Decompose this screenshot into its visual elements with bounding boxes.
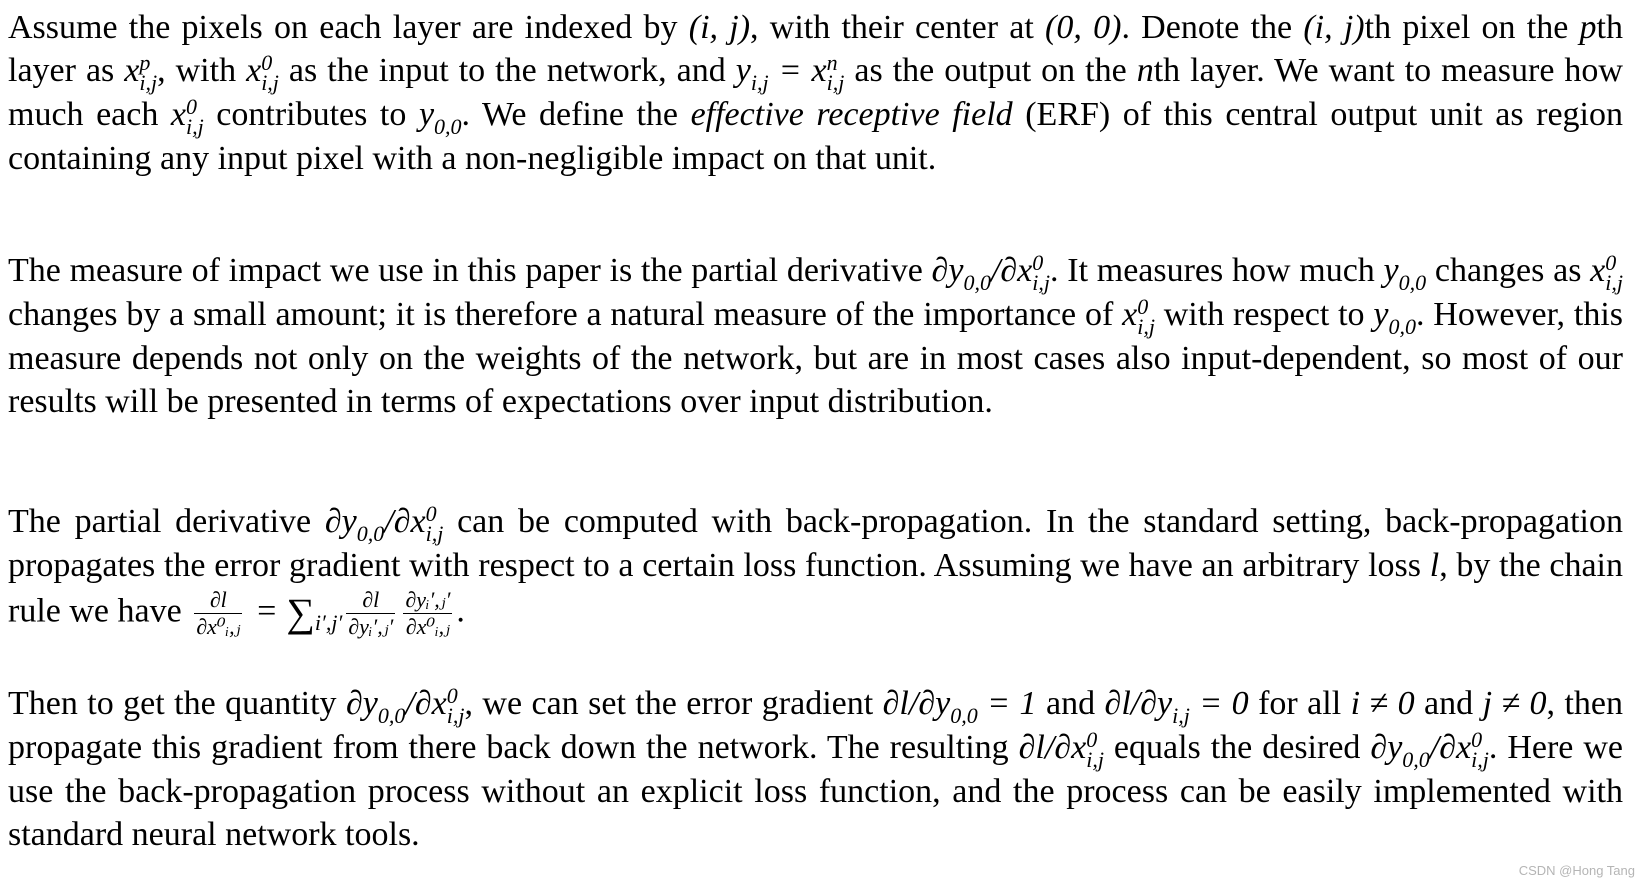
text-run: equals the desired (1103, 729, 1371, 767)
math-expression (1122, 294, 1155, 340)
math-scripts (950, 686, 978, 729)
text-run: th layer. We want to measure how much each (8, 52, 1623, 134)
math-expression (170, 94, 204, 140)
fraction-denominator: ∂x⁰ᵢ,ⱼ (196, 614, 241, 640)
math-base: y (1373, 296, 1389, 334)
text-run: . It measures how much (1050, 252, 1384, 289)
math-expression (1303, 9, 1364, 46)
math-expression (1045, 9, 1121, 46)
math-base: y (418, 96, 435, 134)
math-expression (1351, 685, 1415, 722)
math-base: = 1 (977, 685, 1037, 722)
text-run: as the output on the (844, 52, 1137, 89)
text-run: , then propagate this gradient from there back down the network. The resulting (8, 685, 1624, 767)
text-run: . Denote the (1121, 9, 1304, 46)
text-run: changes by a small amount; it is therefore a natural measure of the importance of (8, 296, 1123, 334)
sum-symbol: ∑ (286, 589, 315, 635)
math-base: y (1383, 252, 1399, 289)
text-run: . Here we use the back-propagation process without an explicit loss function, and the process can be easily implemented with standard neural network tools. (8, 729, 1624, 854)
text-run: Then to get the quantity (8, 685, 346, 722)
math-base: ∂y (324, 503, 357, 540)
math-base: x (170, 96, 187, 134)
text-run: . (456, 592, 465, 630)
math-expression (384, 501, 444, 547)
math-superscript: 0 (446, 683, 458, 709)
math-subscript: 0,0 (377, 703, 406, 729)
text-run: , by the chain rule we have (8, 547, 1624, 630)
math-expression (768, 50, 845, 96)
math-base: l (1429, 547, 1440, 585)
math-scripts (446, 683, 465, 729)
math-expression (978, 685, 1037, 722)
math-expression (246, 50, 279, 96)
math-scripts (356, 504, 385, 547)
math-sum (286, 589, 343, 635)
fraction-denominator: ∂yᵢ′,ⱼ′ (348, 614, 394, 640)
math-expression (246, 593, 286, 630)
math-scripts (750, 53, 769, 96)
math-expression (689, 9, 750, 46)
text-run: The measure of impact we use in this paper is the partial derivative (8, 252, 932, 289)
math-base: ∂y (931, 252, 964, 289)
math-fraction (194, 587, 242, 640)
math-scripts (186, 94, 204, 140)
math-scripts (1032, 250, 1051, 296)
fraction-denominator: ∂x⁰ᵢ,ⱼ (405, 614, 450, 640)
math-scripts (1137, 294, 1155, 340)
math-expression (882, 685, 978, 729)
math-scripts (1086, 727, 1104, 773)
paragraph-backpropagation (8, 500, 1623, 640)
text-run: , with their center at (750, 9, 1046, 46)
text-run: , with (157, 52, 247, 89)
math-scripts (261, 50, 279, 96)
math-base: ∂l/∂y (882, 685, 951, 722)
math-expression (1483, 685, 1547, 722)
math-base: = x (768, 52, 827, 89)
math-fraction (346, 587, 395, 640)
math-scripts (377, 686, 406, 729)
math-expression (1018, 727, 1104, 773)
math-subscript: i,j (139, 70, 158, 96)
paragraph-erf-definition (8, 6, 1623, 180)
text-run: contributes to (203, 96, 419, 134)
math-superscript: 0 (1086, 727, 1098, 753)
text-run: and (1414, 685, 1483, 722)
math-expression (1190, 685, 1249, 722)
math-expression (1373, 296, 1416, 340)
math-subscript: i,j (1605, 270, 1623, 296)
math-superscript: 0 (425, 501, 437, 527)
math-superscript: 0 (1471, 727, 1483, 753)
fraction-numerator: ∂l (346, 587, 395, 614)
math-superscript: 0 (1605, 250, 1617, 276)
math-expression (324, 503, 385, 547)
text-run: . We define the (461, 96, 691, 134)
math-subscript: 0,0 (1402, 747, 1430, 773)
math-subscript: i,j (826, 70, 845, 96)
math-base: y (735, 52, 751, 89)
math-expression (405, 683, 465, 729)
math-scripts (434, 97, 462, 140)
math-base: (i, j) (688, 9, 751, 46)
math-base: (0, 0) (1045, 9, 1122, 46)
text-run: for all (1248, 685, 1351, 722)
math-expression (990, 250, 1051, 296)
math-superscript: 0 (186, 94, 198, 120)
math-expression (418, 96, 462, 140)
text-run: as the input to the network, and (278, 52, 736, 89)
math-scripts (1471, 727, 1489, 773)
text-run: th pixel on the (1364, 9, 1580, 46)
fraction-numerator: ∂l (194, 587, 242, 614)
math-base: ∂y (1370, 729, 1403, 767)
math-base: /∂x (384, 503, 426, 540)
math-base: = (246, 592, 287, 630)
math-expression (1580, 9, 1597, 46)
math-base: x (1122, 296, 1138, 334)
math-subscript: 0,0 (950, 703, 978, 729)
math-scripts (963, 253, 991, 296)
text-run: can be computed with back-propagation. In the standard setting, back-propagation propagates the error gradient with respect to a certain loss function. Assuming we have an arbitrary loss (8, 503, 1624, 585)
math-subscript: i′,j′ (314, 609, 343, 635)
math-subscript: 0,0 (963, 270, 991, 296)
math-subscript: i,j (186, 114, 204, 140)
math-expression (931, 252, 991, 296)
math-subscript: i,j (261, 70, 279, 96)
text-run: and (1036, 685, 1105, 722)
math-base: ∂l/∂y (1104, 685, 1173, 722)
math-base: j ≠ 0 (1482, 685, 1547, 722)
text-run: Assume the pixels on each layer are indexed by (8, 9, 689, 46)
math-expression (346, 685, 406, 729)
text-run: . However, this measure depends not only on the weights of the network, but are in most cases also input-dependent, so most of our results will be presented in terms of expectations over input distribution. (8, 296, 1623, 421)
math-base: n (1136, 52, 1154, 89)
math-base: x (124, 52, 140, 89)
paragraph-impact-measure (8, 249, 1623, 423)
math-scripts (1605, 250, 1623, 296)
math-expression (1370, 729, 1430, 773)
math-superscript: n (826, 50, 838, 76)
math-base: ∂l/∂x (1018, 729, 1087, 767)
math-scripts (425, 501, 444, 547)
math-expression (1383, 252, 1427, 296)
math-scripts (1388, 297, 1416, 340)
math-fraction (403, 587, 452, 640)
math-subscript: i,j (750, 70, 769, 96)
text-run: changes as (1426, 252, 1591, 289)
math-subscript: i,j (1471, 747, 1489, 773)
math-expression (735, 52, 769, 96)
math-base: x (1590, 252, 1606, 289)
math-superscript: 0 (261, 50, 273, 76)
math-scripts (1172, 686, 1190, 729)
text-run: th layer as (8, 9, 1623, 89)
math-scripts (826, 50, 845, 96)
math-base: i ≠ 0 (1350, 685, 1415, 722)
watermark: CSDN @Hong Tang (1518, 863, 1635, 878)
math-expression (124, 50, 158, 96)
math-expression (1590, 250, 1623, 296)
math-superscript: 0 (1032, 250, 1044, 276)
math-superscript: p (139, 50, 151, 76)
math-scripts (139, 50, 158, 96)
math-base: /∂x (990, 252, 1033, 289)
paragraph-error-gradient (8, 682, 1623, 856)
math-expression (1137, 52, 1154, 89)
math-base: (i, j) (1303, 9, 1365, 46)
math-subscript: 0,0 (1398, 270, 1427, 296)
text-run: with respect to (1154, 296, 1374, 334)
text-run: , we can set the error gradient (464, 685, 883, 722)
math-base: /∂x (405, 685, 447, 722)
math-base: /∂x (1429, 729, 1472, 767)
math-base: ∂y (346, 685, 378, 722)
math-subscript: i,j (446, 703, 465, 729)
math-subscript: i,j (1137, 314, 1155, 340)
math-base: p (1579, 9, 1597, 46)
text-run: (ERF) of this central output unit as region containing any input pixel with a non-negligible impact on that unit. (8, 96, 1623, 178)
math-scripts (1398, 253, 1427, 296)
math-subscript: i,j (1172, 703, 1190, 729)
math-expression (1429, 727, 1489, 773)
math-subscript: i,j (1086, 747, 1104, 773)
math-subscript: 0,0 (1388, 314, 1416, 340)
math-expression (1104, 685, 1190, 729)
math-subscript: i,j (1032, 270, 1051, 296)
math-expression (1430, 547, 1439, 584)
math-subscript: 0,0 (434, 114, 462, 140)
math-scripts (1402, 730, 1430, 773)
math-base: = 0 (1189, 685, 1249, 722)
fraction-numerator: ∂yᵢ′,ⱼ′ (405, 587, 451, 613)
math-subscript: 0,0 (356, 521, 385, 547)
math-superscript: 0 (1137, 294, 1149, 320)
emphasized-term: effective receptive field (690, 96, 1013, 134)
math-base: x (246, 52, 262, 89)
math-subscript: i,j (425, 521, 444, 547)
text-run: The partial derivative (8, 503, 325, 540)
